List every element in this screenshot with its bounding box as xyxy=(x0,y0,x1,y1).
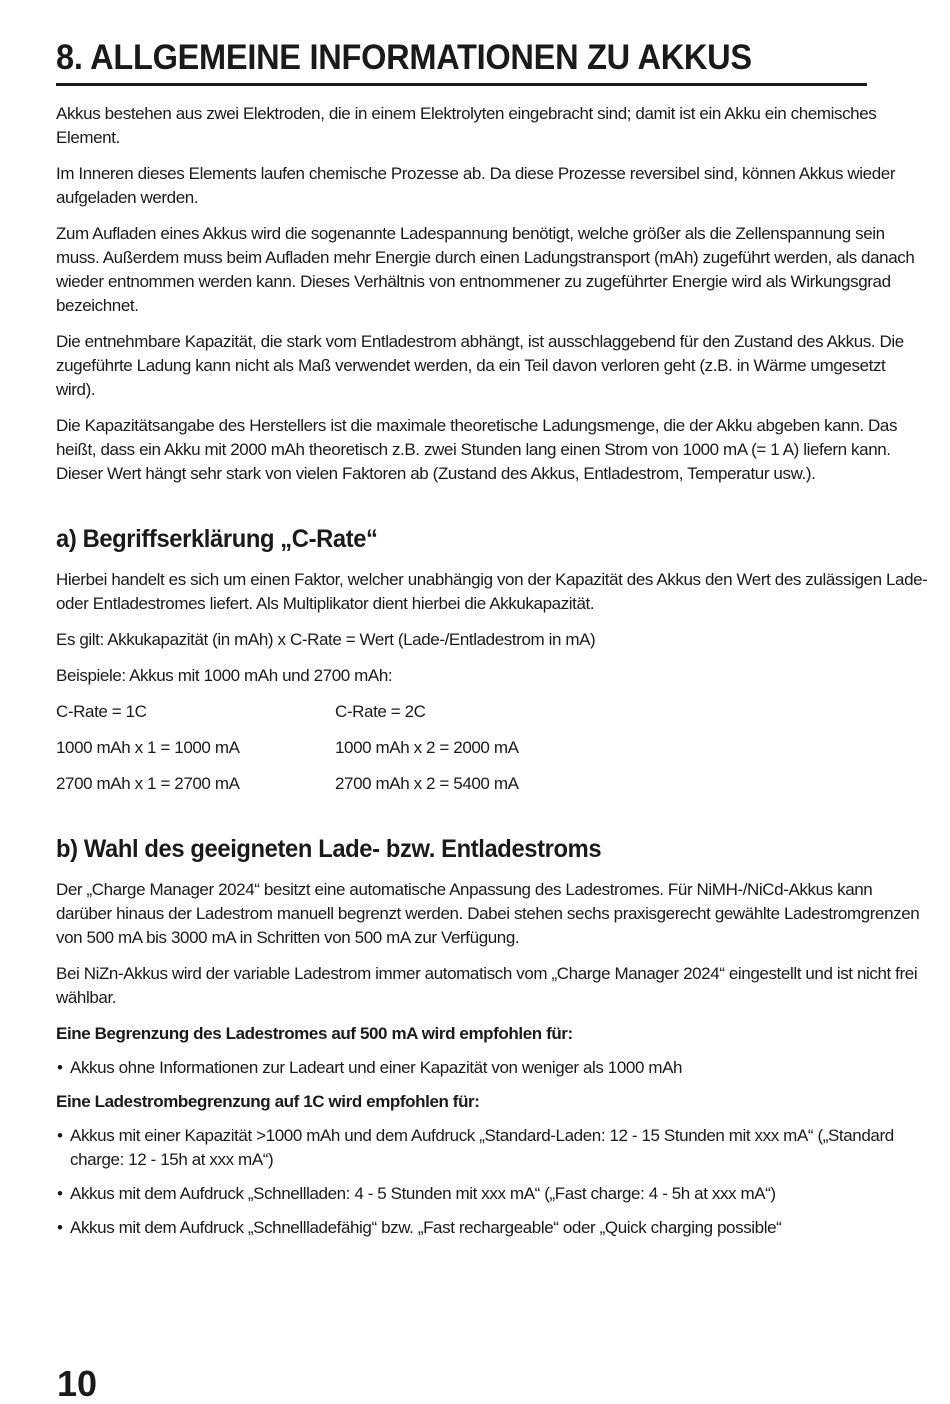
recommendation-subheading: Eine Begrenzung des Ladestromes auf 500 mA wird empfohlen für: xyxy=(56,1024,573,1043)
c-rate-table xyxy=(56,700,928,796)
intro-paragraph: Zum Aufladen eines Akkus wird die sogenannte Ladespannung benötigt, welche größer als die Zellenspannung sein muss. Außerdem muss beim Aufladen mehr Energie durch einen Ladungstransport (mAh) zugeführt werden, als danach wieder entnommen werden kann. Dieses Verhältnis von entnommener zu zugeführter Energie wird als Wirkungsgrad bezeichnet. xyxy=(56,224,915,315)
table-row xyxy=(56,772,928,796)
recommendation-list xyxy=(56,1124,928,1240)
section-a-paragraph: Es gilt: Akkukapazität (in mAh) x C-Rate = Wert (Lade-/Entladestrom in mA) xyxy=(56,630,596,649)
list-item: • Akkus ohne Informationen zur Ladeart und einer Kapazität von weniger als 1000 mAh xyxy=(56,1056,928,1080)
recommendation-list xyxy=(56,1056,928,1080)
intro-paragraph: Die Kapazitätsangabe des Herstellers ist die maximale theoretische Ladungsmenge, die der Akku abgeben kann. Das heißt, dass ein Akku mit 2000 mAh theoretisch z.B. zwei Stunden lang einen Strom von 1000 mA (= 1 A) liefern kann. Dieser Wert hängt sehr stark von vielen Faktoren ab (Zustand des Akkus, Entladestrom, Temperatur usw.). xyxy=(56,416,898,483)
section-b-paragraph: Der „Charge Manager 2024“ besitzt eine automatische Anpassung des Ladestromes. Für NiMH-/NiCd-Akkus kann darüber hinaus der Ladestrom manuell begrenzt werden. Dabei stehen sechs praxisgerecht gewählte Ladestromgrenzen von 500 mA bis 3000 mA in Schritten von 500 mA zur Verfügung. xyxy=(56,880,920,947)
table-row xyxy=(56,700,928,724)
table-cell: 1000 mAh x 1 = 1000 mA xyxy=(56,738,240,757)
intro-paragraph: Akkus bestehen aus zwei Elektroden, die in einem Elektrolyten eingebracht sind; damit ist ein Akku ein chemisches Element. xyxy=(56,104,877,147)
table-cell: 1000 mAh x 2 = 2000 mA xyxy=(335,738,519,757)
table-row xyxy=(56,736,928,760)
table-cell: C-Rate = 2C xyxy=(335,702,426,721)
list-item: • Akkus mit dem Aufdruck „Schnellladen: 4 - 5 Stunden mit xxx mA“ („Fast charge: 4 - 5h at xxx mA“) xyxy=(56,1182,928,1206)
table-cell: 2700 mAh x 2 = 5400 mA xyxy=(335,774,519,793)
table-cell: 2700 mAh x 1 = 2700 mA xyxy=(56,774,240,793)
section-a-heading: a) Begriffserklärung „C-Rate“ xyxy=(56,525,378,553)
page-title: 8. ALLGEMEINE INFORMATIONEN ZU AKKUS xyxy=(56,38,867,86)
section-a-paragraph: Beispiele: Akkus mit 1000 mAh und 2700 mAh: xyxy=(56,666,393,685)
section-a-paragraph: Hierbei handelt es sich um einen Faktor, welcher unabhängig von der Kapazität des Akkus den Wert des zulässigen Lade- oder Entladestromes liefert. Als Multiplikator dient hierbei die Akkukapazität. xyxy=(56,570,928,613)
table-cell: C-Rate = 1C xyxy=(56,702,147,721)
page-number: 10 xyxy=(57,1363,98,1404)
list-item: • Akkus mit dem Aufdruck „Schnellladefähig“ bzw. „Fast rechargeable“ oder „Quick charging possible“ xyxy=(56,1216,928,1240)
list-item: • Akkus mit einer Kapazität >1000 mAh und dem Aufdruck „Standard-Laden: 12 - 15 Stunden mit xxx mA“ („Standard charge: 12 - 15h at xxx mA“) xyxy=(56,1124,928,1172)
recommendation-subheading: Eine Ladestrombegrenzung auf 1C wird empfohlen für: xyxy=(56,1092,480,1111)
intro-paragraph: Die entnehmbare Kapazität, die stark vom Entladestrom abhängt, ist ausschlaggebend für den Zustand des Akkus. Die zugeführte Ladung kann nicht als Maß verwendet werden, da ein Teil davon verloren geht (z.B. in Wärme umgesetzt wird). xyxy=(56,332,904,399)
page-content xyxy=(56,38,928,1250)
section-b-paragraph: Bei NiZn-Akkus wird der variable Ladestrom immer automatisch vom „Charge Manager 2024“ eingestellt und ist nicht frei wählbar. xyxy=(56,964,918,1007)
section-b-heading: b) Wahl des geeigneten Lade- bzw. Entladestroms xyxy=(56,835,602,863)
intro-paragraph: Im Inneren dieses Elements laufen chemische Prozesse ab. Da diese Prozesse reversibel sind, können Akkus wieder aufgeladen werden. xyxy=(56,164,896,207)
intro-section xyxy=(56,102,928,486)
